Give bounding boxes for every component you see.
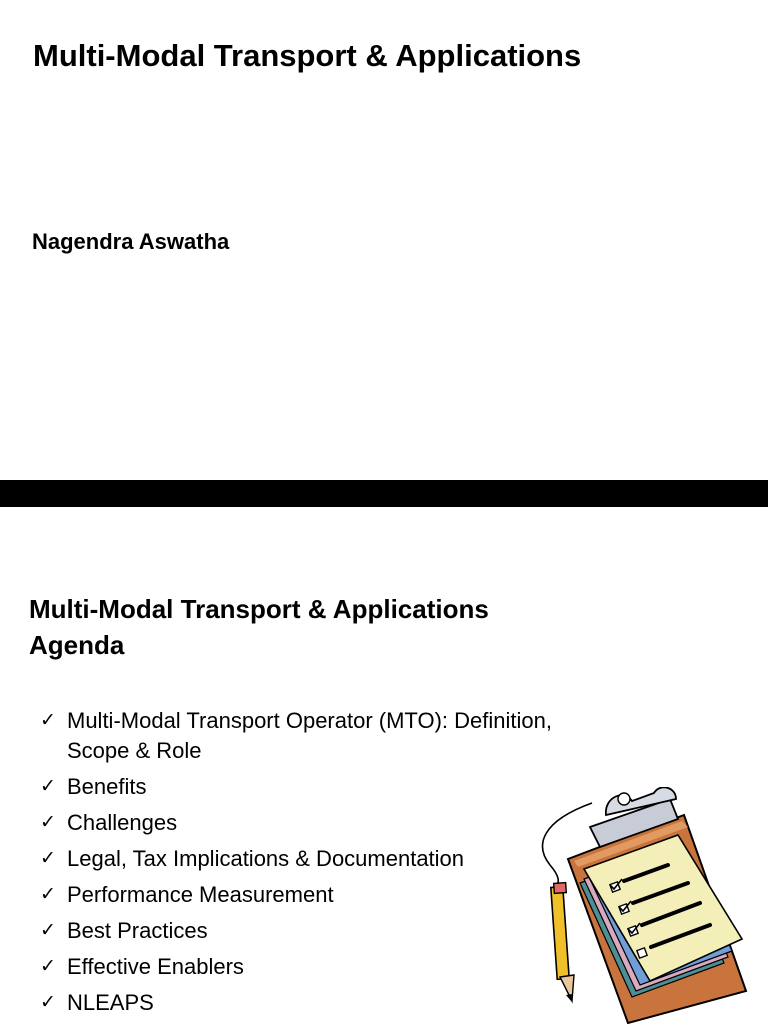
agenda-list	[40, 706, 552, 1024]
agenda-item	[40, 880, 552, 910]
checkmark-icon: ✓	[40, 848, 56, 869]
agenda-item	[40, 706, 552, 736]
agenda-item	[40, 952, 552, 982]
agenda-item-label: Effective Enablers	[67, 954, 244, 979]
agenda-item-label: Best Practices	[67, 918, 208, 943]
agenda-item	[40, 988, 552, 1018]
agenda-item-label: Multi-Modal Transport Operator (MTO): Definition,	[67, 708, 552, 733]
agenda-item	[40, 844, 552, 874]
title-slide	[0, 0, 768, 480]
checkmark-icon: ✓	[40, 920, 56, 941]
agenda-title-line-1: Multi-Modal Transport & Applications	[29, 594, 489, 624]
agenda-item-label: Legal, Tax Implications & Documentation	[67, 846, 465, 871]
agenda-title-line-2: Agenda	[29, 630, 125, 660]
agenda-item-label: Benefits	[67, 774, 147, 799]
agenda-item-label: Performance Measurement	[67, 882, 334, 907]
author-name: Nagendra Aswatha	[32, 229, 230, 254]
checkmark-icon: ✓	[40, 812, 56, 833]
clipboard-pencil-icon	[528, 787, 760, 1024]
agenda-item-label: Challenges	[67, 810, 178, 835]
agenda-item	[40, 916, 552, 946]
agenda-item	[40, 772, 552, 802]
agenda-item	[40, 808, 552, 838]
agenda-slide-title	[29, 591, 489, 663]
agenda-slide	[0, 507, 768, 1024]
slide-title: Multi-Modal Transport & Applications	[33, 38, 582, 73]
agenda-item-label: Scope & Role	[67, 738, 202, 763]
checkmark-icon: ✓	[40, 884, 56, 905]
agenda-item-label: NLEAPS	[67, 990, 154, 1015]
checkmark-icon: ✓	[40, 710, 56, 731]
checkmark-icon: ✓	[40, 776, 56, 797]
agenda-item-continuation	[40, 736, 552, 766]
checkmark-icon: ✓	[40, 956, 56, 977]
checkmark-icon: ✓	[40, 992, 56, 1013]
slide-divider	[0, 480, 768, 507]
